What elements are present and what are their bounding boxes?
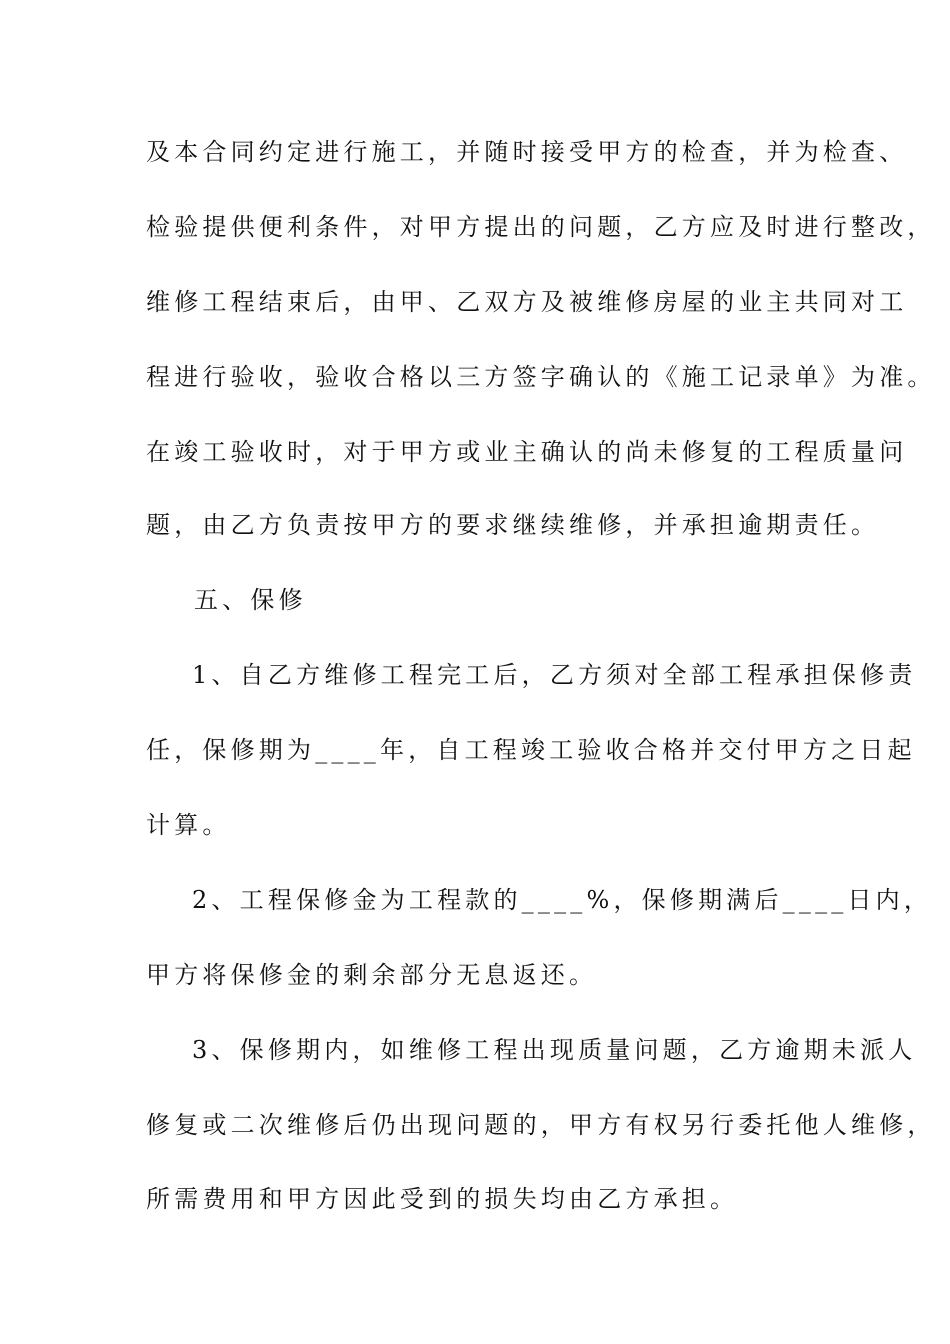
paragraph-line: 题，由乙方负责按甲方的要求继续维修，并承担逾期责任。	[146, 511, 880, 539]
paragraph-line: 在竣工验收时，对于甲方或业主确认的尚未修复的工程质量问	[146, 438, 908, 466]
paragraph-line: 任，保修期为____年，自工程竣工验收合格并交付甲方之日起	[146, 736, 916, 764]
paragraph-line: 甲方将保修金的剩余部分无息返还。	[146, 961, 598, 989]
paragraph-line: 维修工程结束后，由甲、乙双方及被维修房屋的业主共同对工	[146, 288, 908, 316]
paragraph-line: 所需费用和甲方因此受到的损失均由乙方承担。	[146, 1185, 739, 1213]
paragraph-line: 3、保修期内，如维修工程出现质量问题，乙方逾期未派人	[192, 1036, 917, 1064]
paragraph-line: 检验提供便利条件，对甲方提出的问题，乙方应及时进行整改，	[146, 213, 936, 241]
paragraph-line: 计算。	[146, 811, 231, 839]
paragraph-line: 及本合同约定进行施工，并随时接受甲方的检查，并为检查、	[146, 138, 908, 166]
paragraph-line: 修复或二次维修后仍出现问题的，甲方有权另行委托他人维修，	[146, 1111, 936, 1139]
paragraph-line: 2、工程保修金为工程款的____%，保修期满后____日内，	[192, 886, 933, 914]
section-heading: 五、保修	[194, 586, 307, 614]
paragraph-line: 1、自乙方维修工程完工后，乙方须对全部工程承担保修责	[192, 661, 917, 689]
paragraph-line: 程进行验收，验收合格以三方签字确认的《施工记录单》为准。	[146, 363, 936, 391]
